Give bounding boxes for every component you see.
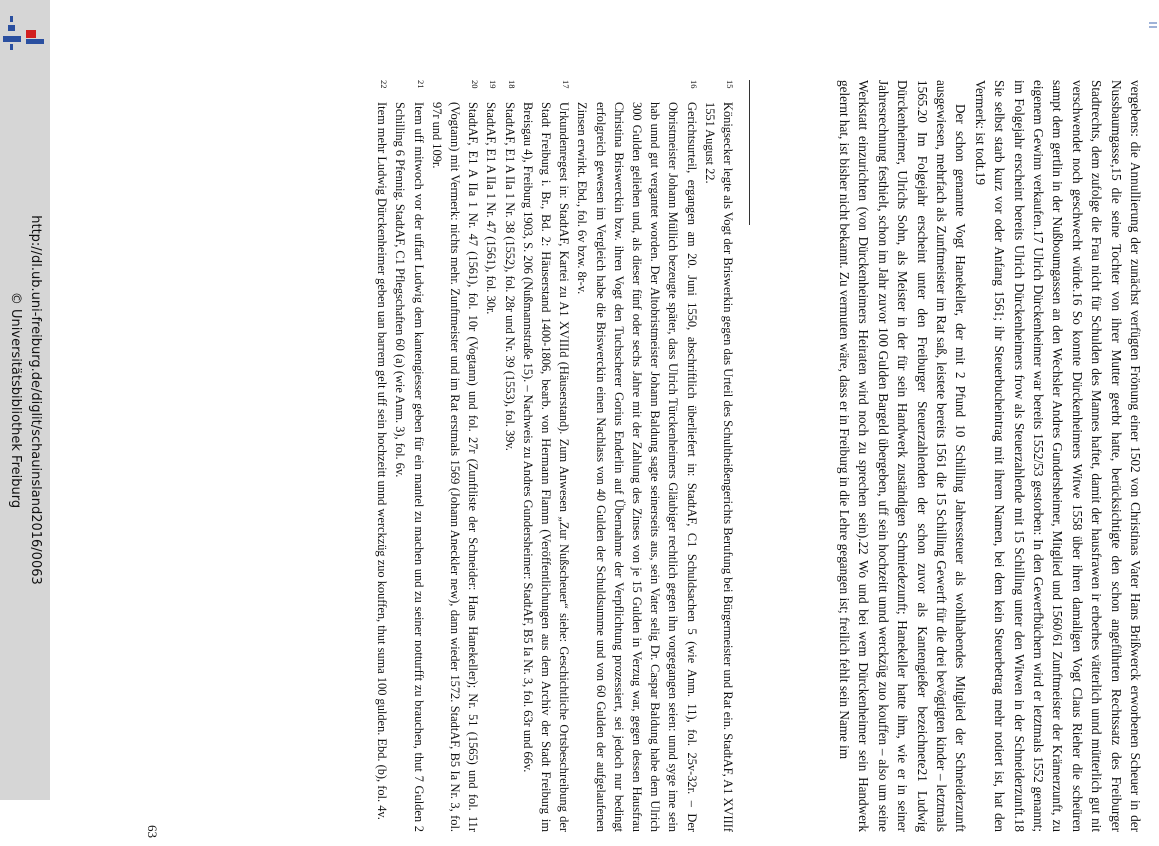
footnote-number: 16 xyxy=(688,80,699,89)
footnote xyxy=(482,80,500,832)
page-number: 63 xyxy=(145,825,160,838)
footnote-number: 15 xyxy=(725,80,735,89)
footnote-text: Königsecker legte als Vogt der Briswerkin gegen das Urteil des Schultheißengerichts Berufung bei Bürgermeister und Rat ein. StadtAF, A1 XVIIIf 1551 August 22. xyxy=(702,102,735,832)
page-edge-marker xyxy=(1149,22,1157,32)
footnote-text: Gerichtsurteil, ergangen am 20. Juni 1550, abschriftlich überliefert in: StadtAF, C1 Schuldsachen 5 (wie Anm. 11), fol. 25v-32r. – Der Obristmeister Johann Müllich bezeugte später, dass Ulrich Türckenheimers Gläubiger rechtlich gegen ihn vorgegangen seien: unnd syge ime sein hab unnd gut vergantet worden. Der Altobristmeister Johann Baldung sagte seinerseits aus, sein Vater selig Dr. Caspar Baldung habe dem Ulrich 300 Gulden geliehen und, als dieser fünf oder sechs Jahre mit der Zahlung des Zinses von je 15 Gulden in Verzug war, gegen dessen Hausfrau Christina Briswerckin bzw. ihren Vogt den Tuchscherer Gorius Enderlin auf Übernahme der Verpflichtung prozessiert, sei jedoch nur bedingt erfolgreich gewesen im Vergleich habe die Briswerckin einen Nachlass von 40 Gulden der Schuldsumme und von 60 Gulden der aufgelaufenen Zinsen erwirkt. Ebd., fol. 6v bzw. 8r-v. xyxy=(575,102,699,832)
sidebar-caption xyxy=(5,215,45,585)
footnote-number: 21 xyxy=(415,80,426,89)
footnote-text: Item uff mitwoch vor der uffart Ludwig dem kantengiesser geben für ein mantel zu machen und zu seiner notturfft zu brauchen, thut 7 Gulden 2 Schilling 6 Pfennig. StadtAF, C1 Pflegschaften 60 (a) (wie Anm. 3), fol. 6v. xyxy=(393,102,426,832)
viewer-sidebar xyxy=(0,0,50,800)
footnote xyxy=(573,80,700,832)
footnote xyxy=(391,80,427,832)
body-paragraph: vergebens: die Annullierung der zunächst verfügten Frönung einer 1502 von Christinas Vater Hans Brißwerck erworbenen Scheuer in der Nussbaumgasse,15 die seine Tochter von ihrer Mutter geerbt hatte, berücksichtigte den schon angeführten Rechtssatz des Freiburger Stadtrechts, dem zufolge die Frau nicht für Schulden des Mannes haftet, damit der hausfrawen ir erberhes vätterlich unnd mütterlich gut nit verschwendet noch geschwecht würde.16 So konnte Dürckenheimers Witwe 1558 über ihren damaligen Vogt Claus Rieher die scheüren sampt dem gertlin in der Nußboumgassen an den Wechsler Andres Gundersheimer, Mitglied und 1560/61 Zunftmeister der Krämerzunft, zu eigenem Gewinn verkaufen.17 Ulrich Dürckenheimer war bereits 1552/53 gestorben: In den Gewerfbüchern wird er letztmals 1552 genannt; im Folgejahr erscheint bereits Ulrich Dürckenheimers frow als Steuerzahlende mit 15 Schilling unter den Witwen in der Schneiderzunft.18 Sie selbst starb kurz vor oder Anfang 1561; ihr Steuerbucheintrag mit ihrem Namen, bei dem kein Steuerbetrag mehr notiert ist, hat den Vermerk: ist todt.19 xyxy=(972,80,1143,832)
footnote xyxy=(428,80,483,832)
copyright-notice: © Universitätsbibliothek Freiburg xyxy=(8,291,23,509)
footnote-number: 18 xyxy=(506,80,517,89)
footnote xyxy=(500,80,518,832)
document-url[interactable]: http://dl.ub.uni-freiburg.de/diglit/schauinsland2016/0063 xyxy=(28,215,43,585)
footnote xyxy=(519,80,574,832)
footnote-number: 19 xyxy=(488,80,499,89)
footnote-separator xyxy=(749,80,750,225)
footnote-text: Urkundenregest in: StadtAF, Kartei zu A1 XVIIId (Häuserstand). Zum Anwesen „Zur Nußscheuer“ siehe: Geschichtliche Ortsbeschreibung der Stadt Freiburg i. Br., Bd. 2: Häuserstand 1400-1806, bearb. von Hermann Flamm (Veröffentlichungen aus dem Archiv der Stadt Freiburg im Breisgau 4), Freiburg 1903, S. 206 (Nußmannstraße 15). – Nachweis zu Andres Gundersheimer: StadtAF, B5 Ia Nr. 3, fol. 63r und 66v. xyxy=(520,102,572,832)
footnote-number: 17 xyxy=(561,80,572,89)
footnote xyxy=(373,80,391,832)
footnote-text: StadtAF, E1 A IIa 1 Nr. 47 (1561), fol. 30r. xyxy=(484,102,499,315)
scanned-page xyxy=(135,66,1145,846)
main-text xyxy=(835,80,1146,832)
footnote-number: 20 xyxy=(470,80,481,89)
footnote-number: 22 xyxy=(379,80,390,89)
footnote-text: Item mehr Ludwig Dürckenheimer geben uan barrem gelt uff sein hochzeitt unnd werckzüg zuo kouffen, thut suma 100 gulden. Ebd. (b), fol. 4v. xyxy=(375,102,390,820)
footnote xyxy=(701,80,737,832)
university-logo-icon xyxy=(2,12,48,52)
body-paragraph: Der schon genannte Vogt Hanekeller, der mit 2 Pfund 10 Schilling Jahressteuer als wohlhabendes Mitglied der Schneiderzunft ausgewiesen, mehrfach als Zunftmeister im Rat saß, leistete bereits 1561 die 15 Schilling Gewerft für die drei bevögtigten kinder – letztmals 1565.20 Im Folgejahr erscheint unter den Freiburger Steuerzahlenden der schon zuvor als Kantengießer bezeichnete21 Ludwig Dürckenheimer, Ulrichs Sohn, als Meister in der für sein Handwerk zuständigen Schmiedezunft; Hanekeller hatte ihm, wie er in seiner Jahresrechnung festhielt, schon im Jahr zuvor 100 Gulden Bargeld übergeben, uff sein hochzeitt unnd werckzüg zuo kouffen – also um seine Werkstatt einzurichten (von Dürckenheimers Heiraten wird noch zu sprechen sein).22 Wo und bei wem Dürckenheimer sein Handwerk gelernt hat, ist bisher nicht bekannt. Zu vermuten wäre, dass er in Freiburg in die Lehre gegangen ist; freilich fehlt sein Name im xyxy=(836,80,969,832)
footnotes xyxy=(373,80,737,832)
footnote-text: StadtAF, E1 A IIa 1 Nr. 38 (1552), fol. 28r und Nr. 39 (1553), fol. 39v. xyxy=(502,102,517,451)
footnote-text: StadtAF, E1 A IIa 1 Nr. 47 (1561), fol. 10r (Vogtann) und fol. 27r (Zunftliste der Schneider: Hans Hanekeller); Nr. 51 (1565) und fol. 11r (Vogtann) mit Vermerk: nichts mehr. Zunftmeister und im Rat erstmals 1569 (Johann Aneckler new), dann wieder 1572. StadtAF, B5 Ia Nr. 3, fol. 97r und 109r. xyxy=(429,102,481,832)
